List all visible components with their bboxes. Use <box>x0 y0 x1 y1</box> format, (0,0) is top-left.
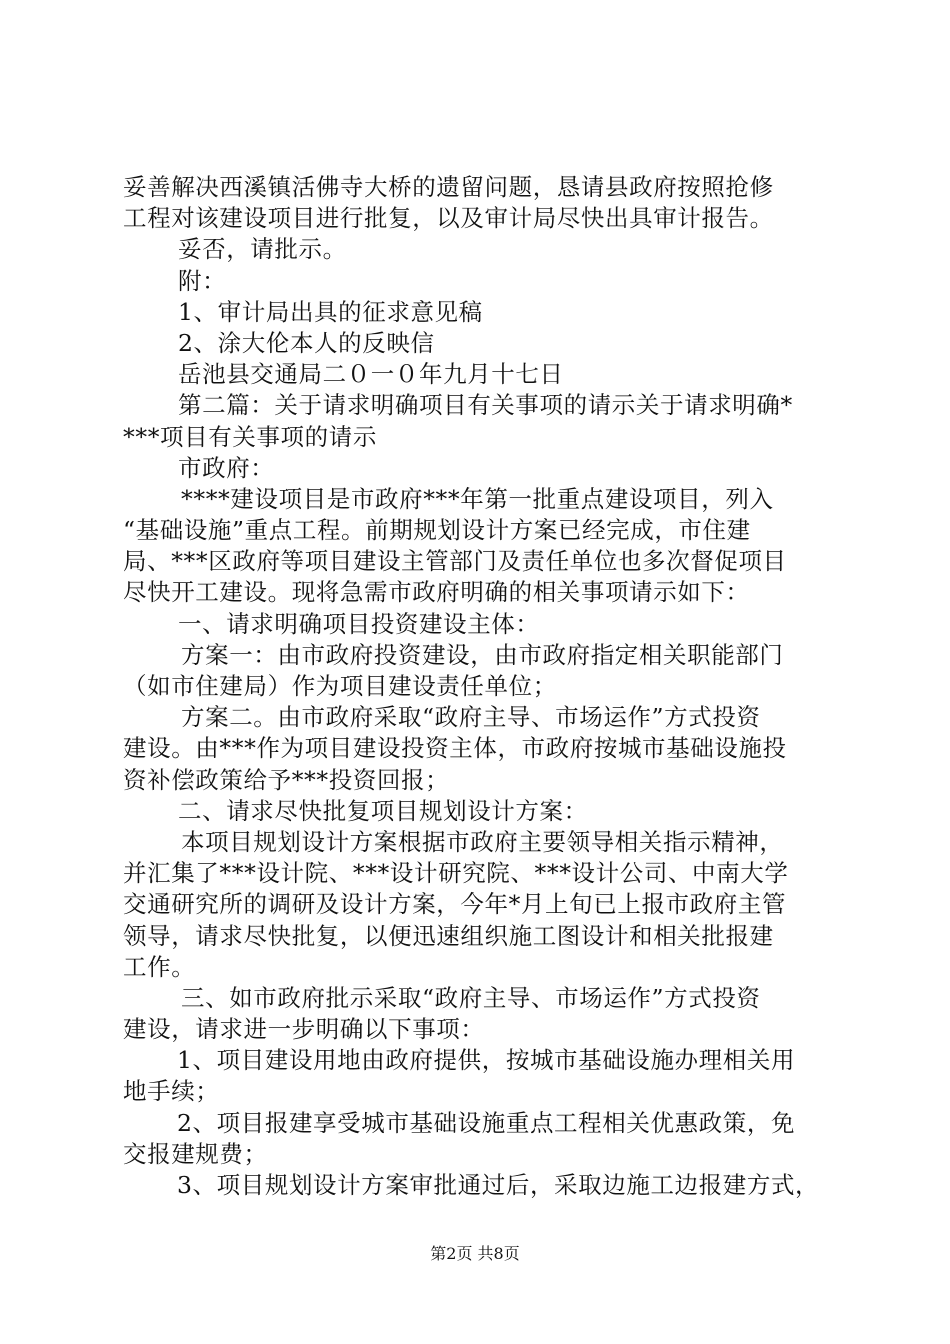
text-line-25: 领导，请求尽快批复，以便迅速组织施工图设计和相关批报建 <box>123 921 774 950</box>
document-body <box>123 172 835 1201</box>
text-line-15: 一、请求明确项目投资建设主体： <box>178 609 540 638</box>
text-line-4: 附： <box>178 266 227 295</box>
text-line-7: 岳池县交通局二０一０年九月十七日 <box>178 360 564 389</box>
text-line-31: 2、项目报建享受城市基础设施重点工程相关优惠政策，免 <box>177 1108 796 1137</box>
text-line-28: 建设，请求进一步明确以下事项： <box>123 1015 485 1044</box>
text-line-26: 工作。 <box>123 952 196 981</box>
text-line-1: 妥善解决西溪镇活佛寺大桥的遗留问题，恳请县政府按照抢修 <box>123 173 774 201</box>
text-line-32: 交报建规费； <box>123 1139 268 1168</box>
text-line-14: 尽快开工建设。现将急需市政府明确的相关事项请示如下： <box>123 578 750 607</box>
text-line-19: 建设。由***作为项目建设投资主体，市政府按城市基础设施投 <box>123 734 787 763</box>
text-line-30: 地手续； <box>123 1077 220 1106</box>
text-line-16: 方案一：由市政府投资建设，由市政府指定相关职能部门 <box>181 640 784 669</box>
text-line-10: 市政府： <box>178 453 275 482</box>
text-line-9: ***项目有关事项的请示 <box>123 422 377 451</box>
page-number-footer: 第2页 共8页 <box>430 1244 520 1263</box>
text-line-12: “基础设施”重点工程。前期规划设计方案已经完成，市住建 <box>123 516 751 545</box>
text-line-3: 妥否，请批示。 <box>178 235 347 264</box>
text-line-8: 第二篇：关于请求明确项目有关事项的请示关于请求明确* <box>178 391 793 420</box>
text-line-6: 2、涂大伦本人的反映信 <box>178 328 435 357</box>
text-line-5: 1、审计局出具的征求意见稿 <box>178 297 483 326</box>
text-line-29: 1、项目建设用地由政府提供，按城市基础设施办理相关用 <box>177 1046 796 1075</box>
text-line-17: （如市住建局）作为项目建设责任单位； <box>123 672 557 700</box>
text-line-27: 三、如市政府批示采取“政府主导、市场运作”方式投资 <box>181 983 761 1012</box>
text-line-22: 本项目规划设计方案根据市政府主要领导相关指示精神， <box>181 827 784 856</box>
text-line-18: 方案二。由市政府采取“政府主导、市场运作”方式投资 <box>181 703 761 732</box>
text-line-21: 二、请求尽快批复项目规划设计方案： <box>178 796 588 825</box>
text-line-33: 3、项目规划设计方案审批通过后，采取边施工边报建方式， <box>177 1171 820 1199</box>
text-line-11: ****建设项目是市政府***年第一批重点建设项目，列入 <box>181 484 774 513</box>
text-line-2: 工程对该建设项目进行批复，以及审计局尽快出具审计报告。 <box>123 204 774 233</box>
text-line-20: 资补偿政策给予***投资回报； <box>123 765 450 794</box>
text-line-24: 交通研究所的调研及设计方案，今年*月上旬已上报市政府主管 <box>123 890 787 919</box>
text-line-13: 局、***区政府等项目建设主管部门及责任单位也多次督促项目 <box>123 547 787 576</box>
text-line-23: 并汇集了***设计院、***设计研究院、***设计公司、中南大学 <box>123 859 789 888</box>
